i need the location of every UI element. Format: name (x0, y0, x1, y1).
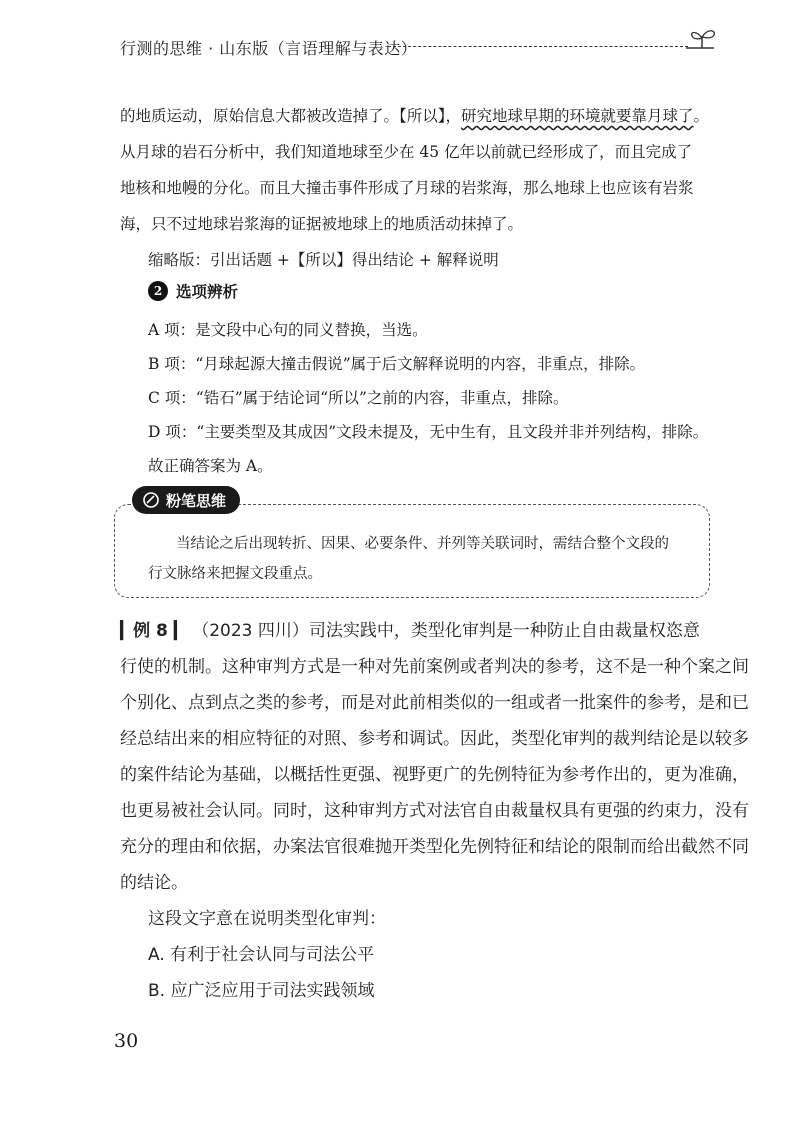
example-line-2: 行使的机制。这种审判方式是一种对先前案例或者判决的参考，这不是一种个案之间 (120, 657, 749, 677)
analysis-title: 选项辨析 (176, 282, 239, 301)
option-analysis-a: A 项：是文段中心句的同义替换，当选。 (148, 321, 428, 339)
tip-badge (132, 486, 240, 514)
example-text-1: 司法实践中，类型化审判是一种防止自由裁量权恣意 (308, 621, 700, 641)
passage-line-1-c: 。 (693, 107, 710, 125)
analysis-heading (148, 280, 238, 302)
option-a: A. 有利于社会认同与司法公平 (148, 945, 375, 965)
tip-line-2: 行文脉络来把握文段重点。 (148, 566, 322, 582)
option-b: B. 应广泛应用于司法实践领域 (148, 981, 375, 1001)
chalk-icon (142, 491, 160, 509)
section-number-badge: 2 (148, 281, 168, 301)
example-line-1 (120, 614, 720, 648)
question-stem: 这段文字意在说明类型化审判： (148, 909, 386, 929)
sprout-icon (684, 26, 720, 54)
passage-line-2: 从月球的岩石分析中，我们知道地球至少在 45 亿年以前就已经形成了，而且完成了 (120, 143, 693, 161)
option-analysis-c: C 项：“锆石”属于结论词“所以”之前的内容，非重点，排除。 (148, 389, 569, 407)
passage-line-4: 海，只不过地球岩浆海的证据被地球上的地质活动抹掉了。 (120, 215, 524, 233)
example-line-5: 的案件结论为基础，以概括性更强、视野更广的先例特征为参考作出的，更为准确， (120, 765, 749, 785)
header-rule (388, 46, 688, 47)
example-line-4: 经总结出来的相应特征的对照、参考和调试。因此，类型化审判的裁判结论是以较多 (120, 729, 749, 749)
underlined-conclusion: 研究地球早期的环境就要靠月球了 (461, 107, 694, 125)
page-number: 30 (114, 1030, 139, 1052)
option-analysis-d: D 项：“主要类型及其成因”文段未提及，无中生有，且文段并非并列结构，排除。 (148, 423, 709, 441)
tip-badge-label: 粉笔思维 (166, 491, 227, 510)
example-line-7: 充分的理由和依据，办案法官很难抛开类型化先例特征和结论的限制而给出截然不同 (120, 837, 749, 857)
example-line-8: 的结论。 (120, 873, 188, 893)
passage-line-3: 地核和地幔的分化。而且大撞击事件形成了月球的岩浆海，那么地球上也应该有岩浆 (120, 179, 694, 197)
running-header: 行测的思维 · 山东版（言语理解与表达） (120, 39, 418, 58)
passage-line-1-a: 的地质运动，原始信息大都被改造掉了。【所以】， (120, 107, 462, 125)
option-analysis-b: B 项：“月球起源大撞击假说”属于后文解释说明的内容，非重点，排除。 (148, 355, 646, 373)
example-label: ▎例 8 ▎ (120, 621, 187, 641)
tip-line-1: 当结论之后出现转折、因果、必要条件、并列等关联词时，需结合整个文段的 (176, 536, 669, 552)
example-line-3: 个别化、点到点之类的参考，而是对此前相类似的一组或者一批案件的参考，是和已 (120, 693, 749, 713)
example-line-6: 也更易被社会认同。同时，这种审判方式对法官自由裁量权具有更强的约束力，没有 (120, 801, 749, 821)
summary-line: 缩略版：引出话题 +【所以】得出结论 + 解释说明 (148, 251, 499, 269)
example-source: （2023 四川） (192, 621, 309, 641)
passage-line-1 (120, 100, 720, 132)
answer-line: 故正确答案为 A。 (148, 457, 273, 475)
